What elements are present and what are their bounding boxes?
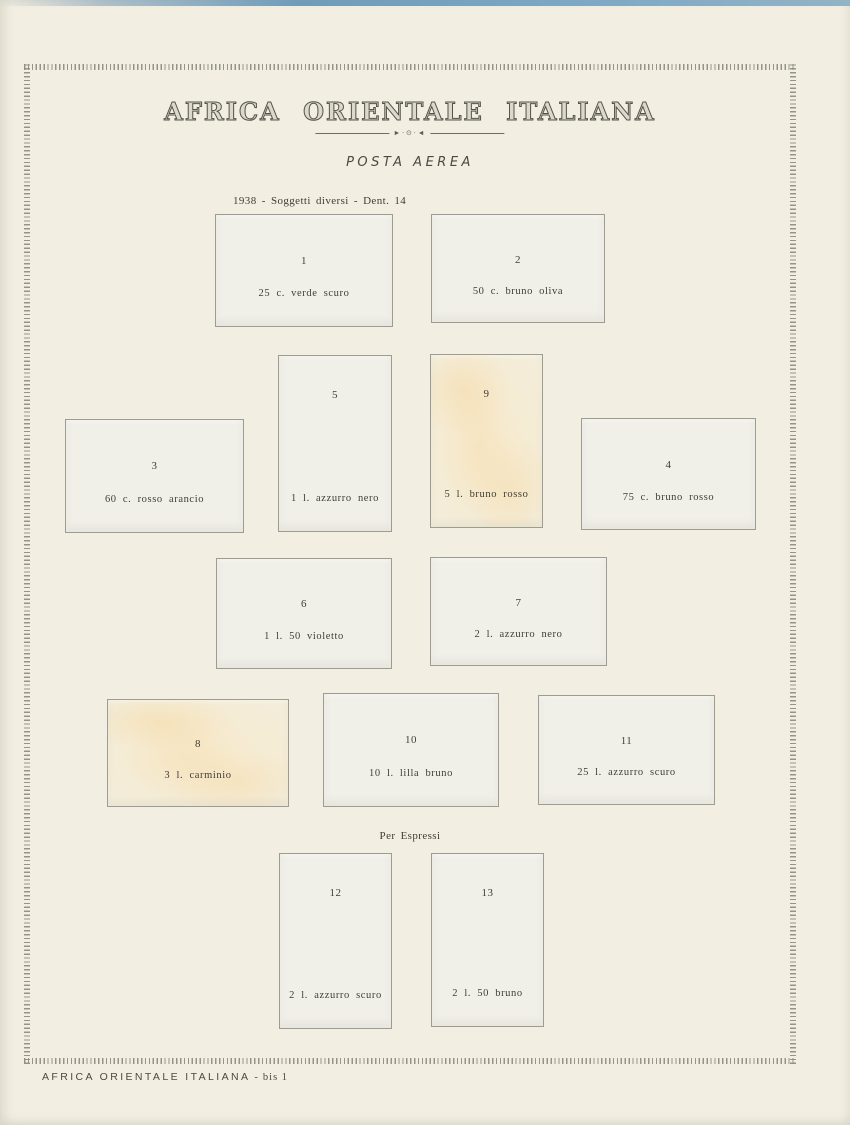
stamp-number: 5 bbox=[332, 389, 338, 402]
title-divider bbox=[315, 130, 504, 137]
stamp-caption: 2 l. azzurro scuro bbox=[289, 989, 382, 1001]
express-section-label: Per Espressi bbox=[379, 830, 441, 842]
stamp-number: 1 bbox=[301, 254, 307, 267]
frame-border-right bbox=[790, 64, 796, 1064]
stamp-slot-2 bbox=[431, 214, 605, 323]
stamp-number: 12 bbox=[329, 887, 342, 900]
stamp-number: 8 bbox=[195, 738, 201, 751]
stamp-slot-9 bbox=[430, 354, 543, 528]
stamp-slot-10 bbox=[323, 693, 499, 807]
stamp-slot-11 bbox=[538, 695, 715, 805]
stamp-number: 10 bbox=[405, 734, 417, 747]
stamp-slot-1 bbox=[215, 214, 393, 327]
stamp-caption: 25 c. verde scuro bbox=[258, 288, 350, 300]
frame-border-bottom bbox=[24, 1058, 796, 1064]
stamp-number: 2 bbox=[515, 253, 521, 266]
stamp-number: 6 bbox=[301, 598, 307, 611]
stamp-caption: 10 l. lilla bruno bbox=[369, 767, 453, 779]
stamp-slot-12 bbox=[279, 853, 392, 1029]
footer-page-ref: bis 1 bbox=[262, 1072, 289, 1083]
stamp-number: 13 bbox=[481, 886, 494, 899]
stamp-caption: 1 l. 50 violetto bbox=[264, 630, 344, 642]
stamp-caption: 50 c. bruno oliva bbox=[472, 285, 564, 297]
stamp-slot-7 bbox=[430, 557, 607, 666]
divider-line-right bbox=[431, 133, 505, 134]
stamp-slot-5 bbox=[278, 355, 392, 532]
stamp-slot-13 bbox=[431, 853, 544, 1027]
stamp-number: 11 bbox=[620, 734, 633, 747]
page-subtitle: POSTA AEREA bbox=[346, 155, 474, 170]
stamp-caption: 60 c. rosso arancio bbox=[104, 493, 205, 505]
stamp-caption: 75 c. bruno rosso bbox=[622, 491, 715, 503]
footer-separator: - bbox=[254, 1072, 259, 1083]
page-footer bbox=[42, 1067, 288, 1085]
frame-border-top bbox=[24, 64, 796, 70]
stamp-caption: 1 l. azzurro nero bbox=[291, 492, 379, 504]
stamp-slot-8 bbox=[107, 699, 289, 807]
stamp-number: 9 bbox=[483, 387, 490, 400]
divider-line-left bbox=[315, 133, 389, 134]
divider-ornament-icon: ►∙⊙∙◄ bbox=[393, 129, 427, 137]
stamp-slot-4 bbox=[581, 418, 756, 530]
frame-border-left bbox=[24, 64, 30, 1064]
stamp-caption: 2 l. 50 bruno bbox=[452, 988, 523, 1000]
stamp-caption: 2 l. azzurro nero bbox=[474, 628, 563, 640]
stamp-caption: 25 l. azzurro scuro bbox=[577, 767, 676, 779]
stamp-number: 7 bbox=[515, 596, 522, 609]
stamp-caption: 5 l. bruno rosso bbox=[444, 489, 529, 501]
footer-album-title: AFRICA ORIENTALE ITALIANA bbox=[42, 1071, 251, 1083]
stamp-number: 4 bbox=[665, 458, 672, 471]
stamp-slot-6 bbox=[216, 558, 392, 669]
page-title: AFRICA ORIENTALE ITALIANA bbox=[164, 97, 656, 126]
series-label: 1938 - Soggetti diversi - Dent. 14 bbox=[233, 195, 407, 207]
stamp-number: 3 bbox=[151, 460, 158, 473]
stamp-caption: 3 l. carminio bbox=[164, 769, 232, 781]
stamp-slot-3 bbox=[65, 419, 244, 533]
scan-edge-strip bbox=[0, 0, 850, 6]
